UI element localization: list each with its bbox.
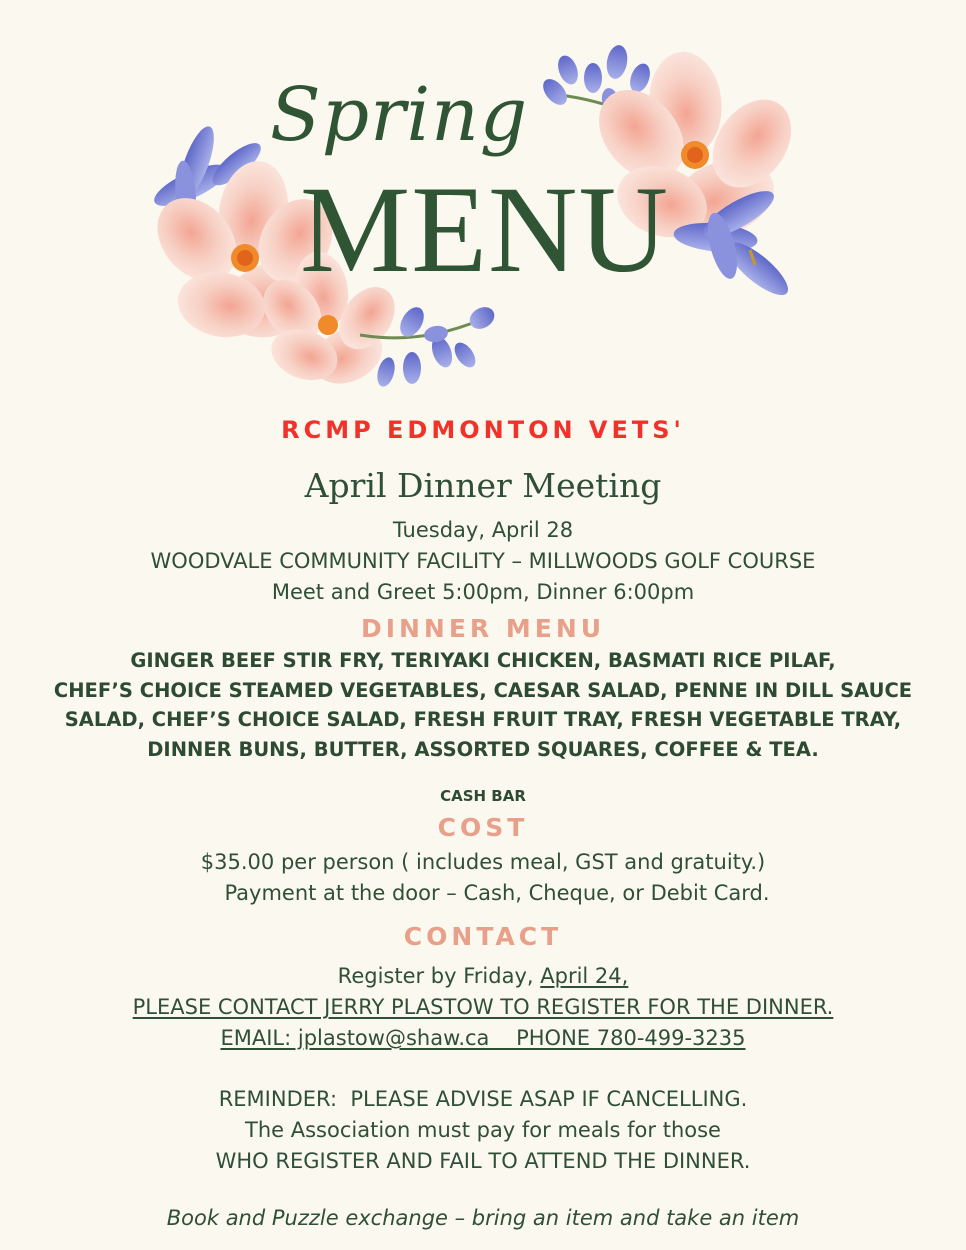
event-times: Meet and Greet 5:00pm, Dinner 6:00pm (271, 580, 695, 604)
menu-line: DINNER BUNS, BUTTER, ASSORTED SQUARES, COFFEE & TEA. (147, 737, 819, 761)
dinner-menu-heading: DINNER MENU (360, 614, 606, 643)
organization-name: RCMP EDMONTON VETS' (281, 416, 685, 444)
exchange-note: Book and Puzzle exchange – bring an item and take an item (166, 1206, 800, 1230)
cost-heading: COST (437, 813, 529, 842)
event-venue: WOODVALE COMMUNITY FACILITY – MILLWOODS GOLF COURSE (150, 549, 816, 573)
register-deadline (0, 961, 966, 992)
event-date: Tuesday, April 28 (392, 518, 574, 542)
menu-title: MENU (300, 161, 670, 298)
reminder-line: The Association must pay for meals for those (245, 1118, 721, 1142)
menu-line: CHEF’S CHOICE STEAMED VEGETABLES, CAESAR SALAD, PENNE IN DILL SAUCE (53, 678, 913, 702)
contact-instruction: PLEASE CONTACT JERRY PLASTOW TO REGISTER FOR THE DINNER. (132, 995, 834, 1019)
cash-bar-note: CASH BAR (440, 787, 526, 805)
menu-line: GINGER BEEF STIR FRY, TERIYAKI CHICKEN, BASMATI RICE PILAF, (130, 649, 836, 672)
spring-script-title: Spring (270, 72, 529, 158)
register-prefix: Register by Friday, (337, 964, 541, 988)
register-date: April 24, (540, 964, 629, 988)
dinner-menu-items (40, 646, 926, 764)
cost-payment: Payment at the door – Cash, Cheque, or Debit Card. (224, 881, 770, 905)
event-name: April Dinner Meeting (304, 466, 662, 505)
cost-price: $35.00 per person ( includes meal, GST and gratuity.) (200, 850, 766, 874)
reminder-line: REMINDER: PLEASE ADVISE ASAP IF CANCELLING. (218, 1087, 748, 1111)
contact-heading: CONTACT (403, 922, 563, 951)
reminder-line: WHO REGISTER AND FAIL TO ATTEND THE DINNER. (215, 1149, 751, 1173)
email-phone-link[interactable]: EMAIL: jplastow@shaw.ca PHONE 780-499-3235 (220, 1026, 746, 1050)
menu-line: SALAD, CHEF’S CHOICE SALAD, FRESH FRUIT TRAY, FRESH VEGETABLE TRAY, (64, 708, 902, 731)
